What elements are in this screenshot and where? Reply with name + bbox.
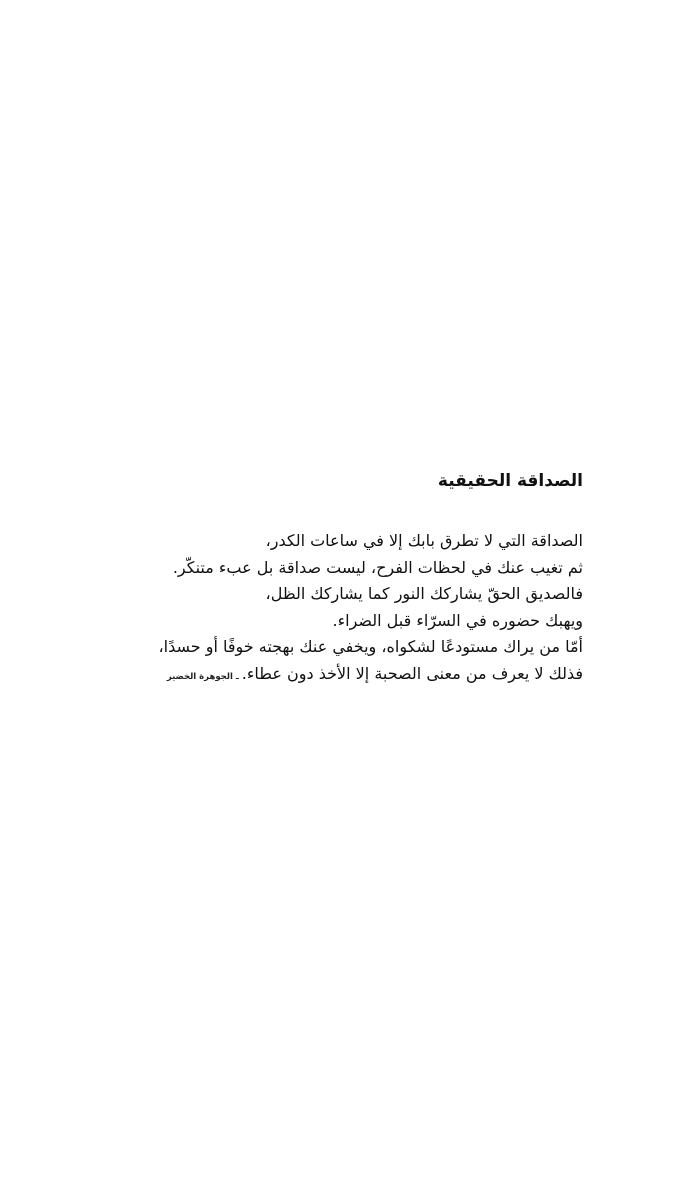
- post-title: الصداقة الحقيقية: [437, 471, 583, 491]
- post-line: [43, 581, 583, 608]
- post-line-text: فذلك لا يعرف من معنى الصحبة إلا الأخذ دون عطاء.: [241, 663, 583, 683]
- author-signature: ـ الجوهرة الخضير: [166, 671, 239, 682]
- post-line-text: فالصديق الحقّ يشاركك النور كما يشاركك الظل،: [265, 584, 583, 603]
- post-line: [43, 661, 583, 691]
- post-line: [43, 528, 583, 555]
- post-body: [43, 528, 583, 690]
- post-line-text: الصداقة التي لا تطرق بابك إلا في ساعات الكدر،: [265, 531, 583, 550]
- quote-post: [43, 466, 583, 690]
- post-line: [43, 608, 583, 635]
- post-line-text: ويهبك حضوره في السرّاء قبل الضراء.: [332, 610, 583, 630]
- post-line: [43, 634, 583, 661]
- post-line-text: ثم تغيب عنك في لحظات الفرح، ليست صداقة بل عبء متنكّر.: [172, 557, 583, 577]
- post-line-text: أمّا من يراك مستودعًا لشكواه، ويخفي عنك بهجته خوفًا أو حسدًا،: [158, 637, 583, 656]
- post-line: [43, 555, 583, 582]
